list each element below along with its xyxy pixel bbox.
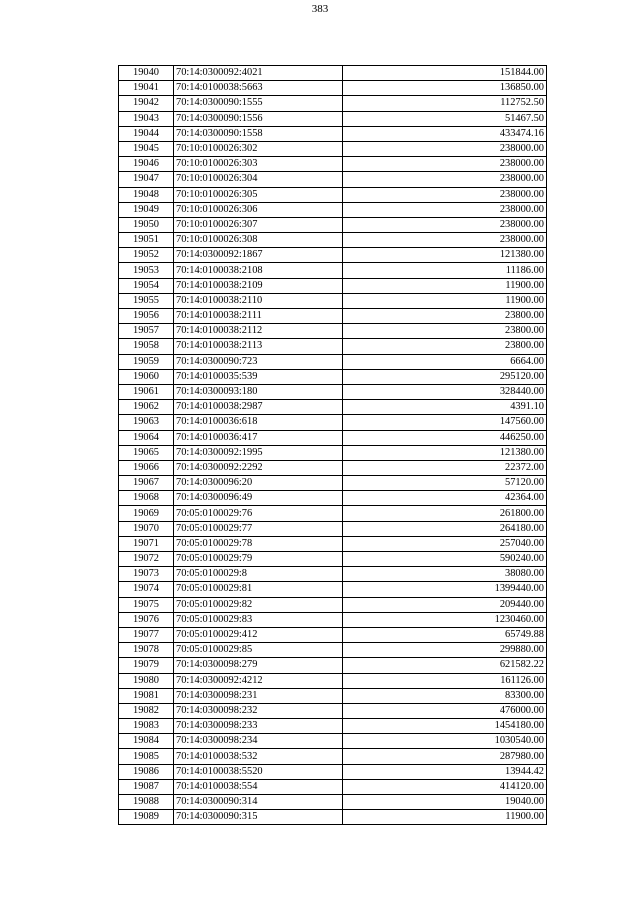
- table-row: [119, 430, 547, 445]
- table-row: [119, 233, 547, 248]
- cadastral-number-cell: 70:05:0100029:77: [174, 521, 343, 536]
- table-row: [119, 506, 547, 521]
- cadastral-number-cell: 70:10:0100026:307: [174, 217, 343, 232]
- cadastral-number-cell: 70:05:0100029:82: [174, 597, 343, 612]
- row-number-cell: 19070: [119, 521, 174, 536]
- cadastral-number-cell: 70:14:0300096:20: [174, 476, 343, 491]
- table-row: [119, 673, 547, 688]
- table-row: [119, 703, 547, 718]
- value-cell: 1399440.00: [343, 582, 547, 597]
- row-number-cell: 19086: [119, 764, 174, 779]
- row-number-cell: 19040: [119, 66, 174, 81]
- table-row: [119, 66, 547, 81]
- value-cell: 11900.00: [343, 810, 547, 825]
- cadastral-number-cell: 70:14:0100038:2987: [174, 400, 343, 415]
- row-number-cell: 19069: [119, 506, 174, 521]
- row-number-cell: 19054: [119, 278, 174, 293]
- row-number-cell: 19063: [119, 415, 174, 430]
- row-number-cell: 19068: [119, 491, 174, 506]
- table-row: [119, 293, 547, 308]
- cadastral-number-cell: 70:14:0100038:5520: [174, 764, 343, 779]
- row-number-cell: 19080: [119, 673, 174, 688]
- cadastral-number-cell: 70:10:0100026:308: [174, 233, 343, 248]
- table-row: [119, 354, 547, 369]
- table-row: [119, 339, 547, 354]
- value-cell: 57120.00: [343, 476, 547, 491]
- value-cell: 23800.00: [343, 324, 547, 339]
- table-row: [119, 536, 547, 551]
- value-cell: 446250.00: [343, 430, 547, 445]
- value-cell: 476000.00: [343, 703, 547, 718]
- cadastral-number-cell: 70:14:0100035:539: [174, 369, 343, 384]
- cadastral-number-cell: 70:14:0300096:49: [174, 491, 343, 506]
- cadastral-number-cell: 70:14:0300098:232: [174, 703, 343, 718]
- row-number-cell: 19081: [119, 688, 174, 703]
- table-row: [119, 248, 547, 263]
- row-number-cell: 19057: [119, 324, 174, 339]
- table-row: [119, 795, 547, 810]
- row-number-cell: 19060: [119, 369, 174, 384]
- value-cell: 414120.00: [343, 779, 547, 794]
- table-row: [119, 111, 547, 126]
- table-row: [119, 81, 547, 96]
- cadastral-number-cell: 70:14:0100038:2108: [174, 263, 343, 278]
- value-cell: 121380.00: [343, 445, 547, 460]
- cadastral-number-cell: 70:05:0100029:412: [174, 627, 343, 642]
- cadastral-number-cell: 70:10:0100026:302: [174, 141, 343, 156]
- cadastral-number-cell: 70:14:0300098:231: [174, 688, 343, 703]
- table-row: [119, 779, 547, 794]
- page-number: 383: [311, 3, 329, 15]
- cadastral-number-cell: 70:14:0300090:314: [174, 795, 343, 810]
- value-cell: 238000.00: [343, 202, 547, 217]
- value-cell: 38080.00: [343, 567, 547, 582]
- cadastral-number-cell: 70:10:0100026:305: [174, 187, 343, 202]
- table-row: [119, 445, 547, 460]
- row-number-cell: 19047: [119, 172, 174, 187]
- cadastral-number-cell: 70:14:0300090:1555: [174, 96, 343, 111]
- row-number-cell: 19079: [119, 658, 174, 673]
- cadastral-number-cell: 70:05:0100029:76: [174, 506, 343, 521]
- cadastral-number-cell: 70:14:0100038:5663: [174, 81, 343, 96]
- row-number-cell: 19087: [119, 779, 174, 794]
- cadastral-number-cell: 70:14:0100038:2109: [174, 278, 343, 293]
- row-number-cell: 19042: [119, 96, 174, 111]
- row-number-cell: 19076: [119, 612, 174, 627]
- row-number-cell: 19059: [119, 354, 174, 369]
- value-cell: 433474.16: [343, 126, 547, 141]
- row-number-cell: 19065: [119, 445, 174, 460]
- row-number-cell: 19084: [119, 734, 174, 749]
- table-row: [119, 96, 547, 111]
- table-row: [119, 643, 547, 658]
- table-row: [119, 278, 547, 293]
- cadastral-number-cell: 70:14:0100036:618: [174, 415, 343, 430]
- value-cell: 42364.00: [343, 491, 547, 506]
- cadastral-number-cell: 70:10:0100026:306: [174, 202, 343, 217]
- row-number-cell: 19067: [119, 476, 174, 491]
- table-row: [119, 597, 547, 612]
- row-number-cell: 19050: [119, 217, 174, 232]
- row-number-cell: 19046: [119, 157, 174, 172]
- row-number-cell: 19044: [119, 126, 174, 141]
- value-cell: 238000.00: [343, 187, 547, 202]
- table-row: [119, 749, 547, 764]
- value-cell: 4391.10: [343, 400, 547, 415]
- row-number-cell: 19089: [119, 810, 174, 825]
- value-cell: 264180.00: [343, 521, 547, 536]
- table-row: [119, 612, 547, 627]
- table-row: [119, 400, 547, 415]
- cadastral-number-cell: 70:14:0300092:4212: [174, 673, 343, 688]
- table-row: [119, 126, 547, 141]
- value-cell: 22372.00: [343, 460, 547, 475]
- cadastral-number-cell: 70:14:0300092:1867: [174, 248, 343, 263]
- value-cell: 161126.00: [343, 673, 547, 688]
- cadastral-number-cell: 70:14:0300092:2292: [174, 460, 343, 475]
- value-cell: 11186.00: [343, 263, 547, 278]
- cadastral-number-cell: 70:14:0300092:4021: [174, 66, 343, 81]
- value-cell: 238000.00: [343, 172, 547, 187]
- table-row: [119, 309, 547, 324]
- cadastral-number-cell: 70:05:0100029:83: [174, 612, 343, 627]
- cadastral-number-cell: 70:14:0100036:417: [174, 430, 343, 445]
- value-cell: 238000.00: [343, 217, 547, 232]
- cadastral-value-table: [118, 65, 547, 825]
- table-row: [119, 764, 547, 779]
- value-cell: 13944.42: [343, 764, 547, 779]
- table-row: [119, 157, 547, 172]
- value-cell: 287980.00: [343, 749, 547, 764]
- table-row: [119, 476, 547, 491]
- row-number-cell: 19072: [119, 552, 174, 567]
- row-number-cell: 19055: [119, 293, 174, 308]
- row-number-cell: 19064: [119, 430, 174, 445]
- cadastral-number-cell: 70:10:0100026:304: [174, 172, 343, 187]
- cadastral-number-cell: 70:05:0100029:81: [174, 582, 343, 597]
- value-cell: 238000.00: [343, 141, 547, 156]
- cadastral-number-cell: 70:14:0100038:2113: [174, 339, 343, 354]
- cadastral-number-cell: 70:14:0300098:233: [174, 719, 343, 734]
- row-number-cell: 19077: [119, 627, 174, 642]
- value-cell: 23800.00: [343, 309, 547, 324]
- value-cell: 51467.50: [343, 111, 547, 126]
- cadastral-number-cell: 70:05:0100029:8: [174, 567, 343, 582]
- table-row: [119, 627, 547, 642]
- table-row: [119, 658, 547, 673]
- row-number-cell: 19075: [119, 597, 174, 612]
- row-number-cell: 19082: [119, 703, 174, 718]
- value-cell: 299880.00: [343, 643, 547, 658]
- table-row: [119, 217, 547, 232]
- row-number-cell: 19052: [119, 248, 174, 263]
- cadastral-number-cell: 70:14:0100038:2110: [174, 293, 343, 308]
- row-number-cell: 19088: [119, 795, 174, 810]
- value-cell: 65749.88: [343, 627, 547, 642]
- row-number-cell: 19043: [119, 111, 174, 126]
- cadastral-number-cell: 70:14:0100038:2111: [174, 309, 343, 324]
- table-row: [119, 810, 547, 825]
- value-cell: 6664.00: [343, 354, 547, 369]
- value-cell: 209440.00: [343, 597, 547, 612]
- row-number-cell: 19074: [119, 582, 174, 597]
- value-cell: 11900.00: [343, 278, 547, 293]
- cadastral-number-cell: 70:14:0300092:1995: [174, 445, 343, 460]
- value-cell: 11900.00: [343, 293, 547, 308]
- table-row: [119, 384, 547, 399]
- table-row: [119, 172, 547, 187]
- table-row: [119, 734, 547, 749]
- table-row: [119, 263, 547, 278]
- value-cell: 621582.22: [343, 658, 547, 673]
- cadastral-number-cell: 70:05:0100029:78: [174, 536, 343, 551]
- table-row: [119, 688, 547, 703]
- row-number-cell: 19073: [119, 567, 174, 582]
- table-row: [119, 460, 547, 475]
- cadastral-number-cell: 70:05:0100029:85: [174, 643, 343, 658]
- value-cell: 238000.00: [343, 157, 547, 172]
- table-row: [119, 491, 547, 506]
- row-number-cell: 19083: [119, 719, 174, 734]
- row-number-cell: 19066: [119, 460, 174, 475]
- cadastral-number-cell: 70:14:0300090:723: [174, 354, 343, 369]
- cadastral-number-cell: 70:05:0100029:79: [174, 552, 343, 567]
- row-number-cell: 19049: [119, 202, 174, 217]
- row-number-cell: 19041: [119, 81, 174, 96]
- cadastral-number-cell: 70:10:0100026:303: [174, 157, 343, 172]
- value-cell: 23800.00: [343, 339, 547, 354]
- row-number-cell: 19078: [119, 643, 174, 658]
- cadastral-number-cell: 70:14:0300090:1556: [174, 111, 343, 126]
- table-row: [119, 202, 547, 217]
- table-row: [119, 582, 547, 597]
- table-row: [119, 324, 547, 339]
- value-cell: 136850.00: [343, 81, 547, 96]
- value-cell: 1230460.00: [343, 612, 547, 627]
- value-cell: 112752.50: [343, 96, 547, 111]
- value-cell: 328440.00: [343, 384, 547, 399]
- row-number-cell: 19045: [119, 141, 174, 156]
- row-number-cell: 19048: [119, 187, 174, 202]
- cadastral-number-cell: 70:14:0100038:2112: [174, 324, 343, 339]
- row-number-cell: 19061: [119, 384, 174, 399]
- cadastral-number-cell: 70:14:0300098:234: [174, 734, 343, 749]
- value-cell: 1454180.00: [343, 719, 547, 734]
- table-row: [119, 415, 547, 430]
- table-row: [119, 521, 547, 536]
- cadastral-number-cell: 70:14:0300090:1558: [174, 126, 343, 141]
- value-cell: 590240.00: [343, 552, 547, 567]
- value-cell: 147560.00: [343, 415, 547, 430]
- cadastral-number-cell: 70:14:0300098:279: [174, 658, 343, 673]
- cadastral-number-cell: 70:14:0300090:315: [174, 810, 343, 825]
- row-number-cell: 19051: [119, 233, 174, 248]
- table-row: [119, 369, 547, 384]
- cadastral-number-cell: 70:14:0100038:532: [174, 749, 343, 764]
- row-number-cell: 19062: [119, 400, 174, 415]
- row-number-cell: 19085: [119, 749, 174, 764]
- row-number-cell: 19071: [119, 536, 174, 551]
- value-cell: 295120.00: [343, 369, 547, 384]
- value-cell: 261800.00: [343, 506, 547, 521]
- table-body: [119, 66, 547, 825]
- cadastral-number-cell: 70:14:0100038:554: [174, 779, 343, 794]
- row-number-cell: 19053: [119, 263, 174, 278]
- value-cell: 121380.00: [343, 248, 547, 263]
- row-number-cell: 19056: [119, 309, 174, 324]
- value-cell: 19040.00: [343, 795, 547, 810]
- table-row: [119, 552, 547, 567]
- value-cell: 151844.00: [343, 66, 547, 81]
- value-cell: 238000.00: [343, 233, 547, 248]
- value-cell: 83300.00: [343, 688, 547, 703]
- value-cell: 1030540.00: [343, 734, 547, 749]
- table-row: [119, 187, 547, 202]
- cadastral-number-cell: 70:14:0300093:180: [174, 384, 343, 399]
- value-cell: 257040.00: [343, 536, 547, 551]
- table-row: [119, 567, 547, 582]
- row-number-cell: 19058: [119, 339, 174, 354]
- table-row: [119, 141, 547, 156]
- table-row: [119, 719, 547, 734]
